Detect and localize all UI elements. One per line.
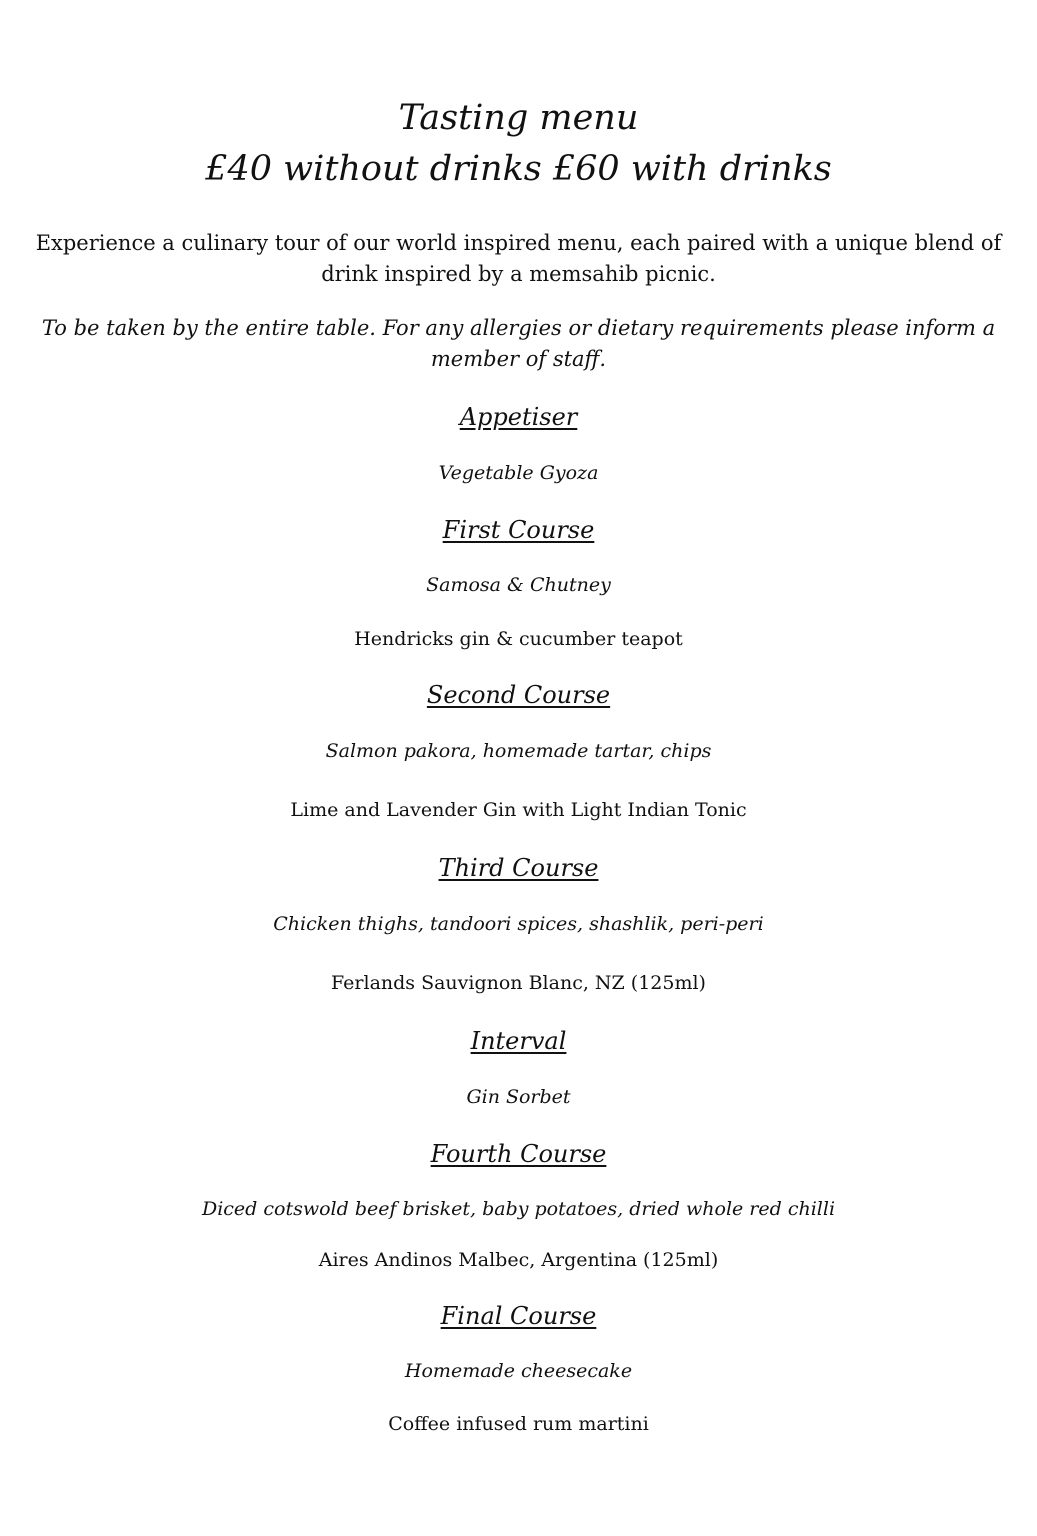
course-drink-final: Coffee infused rum martini <box>388 1413 649 1435</box>
course-drink-first: Hendricks gin & cucumber teapot <box>354 628 683 650</box>
course-dish-first: Samosa & Chutney <box>426 574 611 596</box>
table-note-line-2: member of staff. <box>430 347 607 371</box>
course-dish-fourth: Diced cotswold beef brisket, baby potatoes, dried whole red chilli <box>201 1198 836 1220</box>
course-drink-fourth: Aires Andinos Malbec, Argentina (125ml) <box>318 1249 719 1271</box>
course-dish-third: Chicken thighs, tandoori spices, shashlik, peri-peri <box>273 913 764 935</box>
course-dish-interval: Gin Sorbet <box>466 1086 571 1108</box>
course-heading-second: Second Course <box>426 681 611 709</box>
course-drink-third: Ferlands Sauvignon Blanc, NZ (125ml) <box>331 972 706 994</box>
menu-price: £40 without drinks £60 with drinks <box>205 149 832 189</box>
course-heading-appetiser: Appetiser <box>459 403 578 431</box>
course-dish-final: Homemade cheesecake <box>404 1360 633 1382</box>
course-heading-first: First Course <box>442 516 595 544</box>
course-dish-appetiser: Vegetable Gyoza <box>438 462 599 484</box>
intro-text-line-2: drink inspired by a memsahib picnic. <box>321 262 716 286</box>
menu-title: Tasting menu <box>398 98 639 138</box>
course-heading-third: Third Course <box>438 854 599 882</box>
course-dish-second: Salmon pakora, homemade tartar, chips <box>325 740 712 762</box>
course-heading-interval: Interval <box>470 1027 567 1055</box>
table-note-line-1: To be taken by the entire table. For any allergies or dietary requirements please inform a <box>41 316 996 340</box>
intro-text-line-1: Experience a culinary tour of our world inspired menu, each paired with a unique blend of <box>35 231 1002 255</box>
course-drink-second: Lime and Lavender Gin with Light Indian Tonic <box>290 799 747 821</box>
course-heading-fourth: Fourth Course <box>430 1140 607 1168</box>
course-heading-final: Final Course <box>440 1302 597 1330</box>
